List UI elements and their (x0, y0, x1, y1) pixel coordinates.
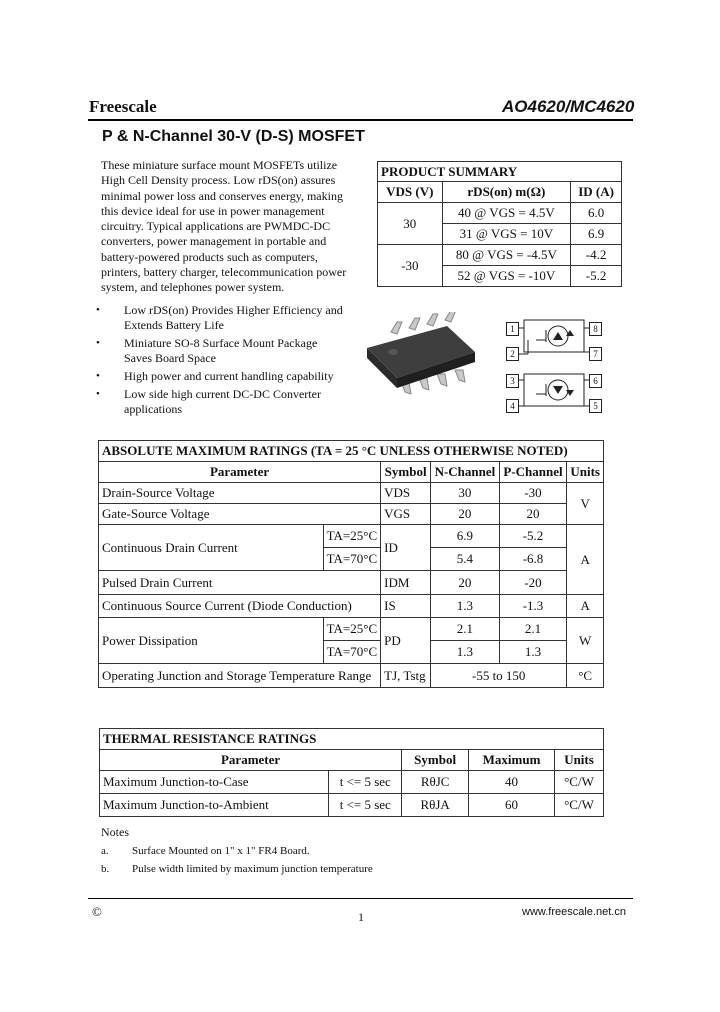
col-units: Units (555, 750, 604, 771)
note-text: Surface Mounted on 1" x 1" FR4 Board. (132, 845, 310, 857)
symbol-rthja: RθJA (402, 794, 469, 817)
ps-id: 6.0 (571, 203, 622, 224)
product-summary-table (377, 161, 622, 287)
company-name: Freescale (89, 97, 157, 116)
thermal-ratings-table (99, 728, 604, 817)
col-maximum: Maximum (469, 750, 555, 771)
symbol-tj: TJ, Tstg (381, 664, 431, 688)
max-value: 40 (469, 771, 555, 794)
pin-label: 2 (506, 347, 519, 361)
param-junction-case: Maximum Junction-to-Case (100, 771, 329, 794)
n-value: 5.4 (431, 548, 500, 571)
pin-label: 3 (506, 374, 519, 388)
n-value: 6.9 (431, 525, 500, 548)
ps-vds: -30 (378, 245, 443, 287)
col-units: Units (567, 462, 604, 483)
pin-label: 6 (589, 374, 602, 388)
feature-item: • High power and current handling capability (96, 369, 346, 384)
p-value: -1.3 (499, 595, 567, 618)
p-value: -20 (499, 571, 567, 595)
col-rds: rDS(on) m(Ω) (442, 182, 571, 203)
col-p-channel: P-Channel (499, 462, 567, 483)
p-value: -30 (499, 483, 567, 504)
p-value: -5.2 (499, 525, 567, 548)
symbol-vds: VDS (381, 483, 431, 504)
product-summary-title: PRODUCT SUMMARY (378, 162, 622, 182)
symbol-idm: IDM (381, 571, 431, 595)
symbol-vgs: VGS (381, 504, 431, 525)
n-value: 20 (431, 504, 500, 525)
copyright-symbol: © (92, 904, 102, 919)
unit-volts: V (567, 483, 604, 525)
col-id: ID (A) (571, 182, 622, 203)
pin-label: 8 (589, 322, 602, 336)
pinout-diagram (506, 318, 601, 412)
n-value: 30 (431, 483, 500, 504)
thermal-title: THERMAL RESISTANCE RATINGS (100, 729, 604, 750)
col-vds: VDS (V) (378, 182, 443, 203)
param-continuous-drain: Continuous Drain Current (99, 525, 324, 571)
website-link[interactable]: www.freescale.net.cn (522, 906, 626, 918)
feature-item: • Miniature SO-8 Surface Mount Package Saves Board Space (96, 336, 346, 366)
param-pulsed-drain: Pulsed Drain Current (99, 571, 381, 595)
pin-label: 5 (589, 399, 602, 413)
condition: TA=70°C (323, 548, 381, 571)
col-symbol: Symbol (402, 750, 469, 771)
so8-package-image (357, 312, 487, 402)
note-text: Pulse width limited by maximum junction temperature (132, 863, 373, 875)
ps-id: -5.2 (571, 266, 622, 287)
param-temperature-range: Operating Junction and Storage Temperature Range (99, 664, 381, 688)
notes-title: Notes (101, 825, 129, 839)
pin-label: 7 (589, 347, 602, 361)
pin-label: 1 (506, 322, 519, 336)
p-value: 20 (499, 504, 567, 525)
max-value: 60 (469, 794, 555, 817)
symbol-rthjc: RθJC (402, 771, 469, 794)
symbol-is: IS (381, 595, 431, 618)
condition: TA=25°C (323, 525, 381, 548)
col-n-channel: N-Channel (431, 462, 500, 483)
unit-amps: A (567, 525, 604, 595)
n-value: 1.3 (431, 595, 500, 618)
feature-item: • Low rDS(on) Provides Higher Efficiency and Extends Battery Life (96, 303, 346, 333)
ps-vds: 30 (378, 203, 443, 245)
note-label: a. (101, 845, 109, 857)
ps-id: 6.9 (571, 224, 622, 245)
pin-label: 4 (506, 399, 519, 413)
n-value: 20 (431, 571, 500, 595)
unit-cw: °C/W (555, 771, 604, 794)
param-junction-ambient: Maximum Junction-to-Ambient (100, 794, 329, 817)
description: These miniature surface mount MOSFETs utilize High Cell Density process. Low rDS(on) assures minimal power loss and conserves energy, making this device ideal for use in power management circuitry. Typical applications are PWMDC-DC converters, power management in portable and battery-powered products such as computers, printers, battery charger, telecommunication power system, and telephones power system. (101, 158, 347, 295)
ps-rds: 80 @ VGS = -4.5V (442, 245, 571, 266)
param-gate-source: Gate-Source Voltage (99, 504, 381, 525)
unit-cw: °C/W (555, 794, 604, 817)
condition: t <= 5 sec (329, 771, 402, 794)
feature-item: • Low side high current DC-DC Converter applications (96, 387, 346, 417)
symbol-pd: PD (381, 618, 431, 664)
symbol-id: ID (381, 525, 431, 571)
abs-max-ratings-table (98, 440, 604, 688)
col-symbol: Symbol (381, 462, 431, 483)
temp-range-value: -55 to 150 (431, 664, 567, 688)
abs-max-title: ABSOLUTE MAXIMUM RATINGS (TA = 25 °C UNLESS OTHERWISE NOTED) (99, 441, 604, 462)
p-value: 1.3 (499, 641, 567, 664)
param-drain-source: Drain-Source Voltage (99, 483, 381, 504)
feature-list (96, 303, 346, 420)
col-parameter: Parameter (99, 462, 381, 483)
condition: TA=70°C (323, 641, 381, 664)
ps-rds: 52 @ VGS = -10V (442, 266, 571, 287)
unit-watts: W (567, 618, 604, 664)
ps-rds: 31 @ VGS = 10V (442, 224, 571, 245)
col-parameter: Parameter (100, 750, 402, 771)
unit-celsius: °C (567, 664, 604, 688)
condition: TA=25°C (323, 618, 381, 641)
pinout-schematic (506, 318, 601, 412)
ps-id: -4.2 (571, 245, 622, 266)
p-value: 2.1 (499, 618, 567, 641)
header-rule (88, 119, 633, 121)
condition: t <= 5 sec (329, 794, 402, 817)
page-number: 1 (358, 910, 364, 924)
part-number: AO4620/MC4620 (502, 97, 635, 116)
param-continuous-source: Continuous Source Current (Diode Conduction) (99, 595, 381, 618)
ps-rds: 40 @ VGS = 4.5V (442, 203, 571, 224)
n-value: 2.1 (431, 618, 500, 641)
note-label: b. (101, 863, 110, 875)
n-value: 1.3 (431, 641, 500, 664)
p-value: -6.8 (499, 548, 567, 571)
page-title: P & N-Channel 30-V (D-S) MOSFET (102, 128, 365, 145)
param-power-dissipation: Power Dissipation (99, 618, 324, 664)
unit-amps: A (567, 595, 604, 618)
footer-rule (88, 898, 633, 899)
